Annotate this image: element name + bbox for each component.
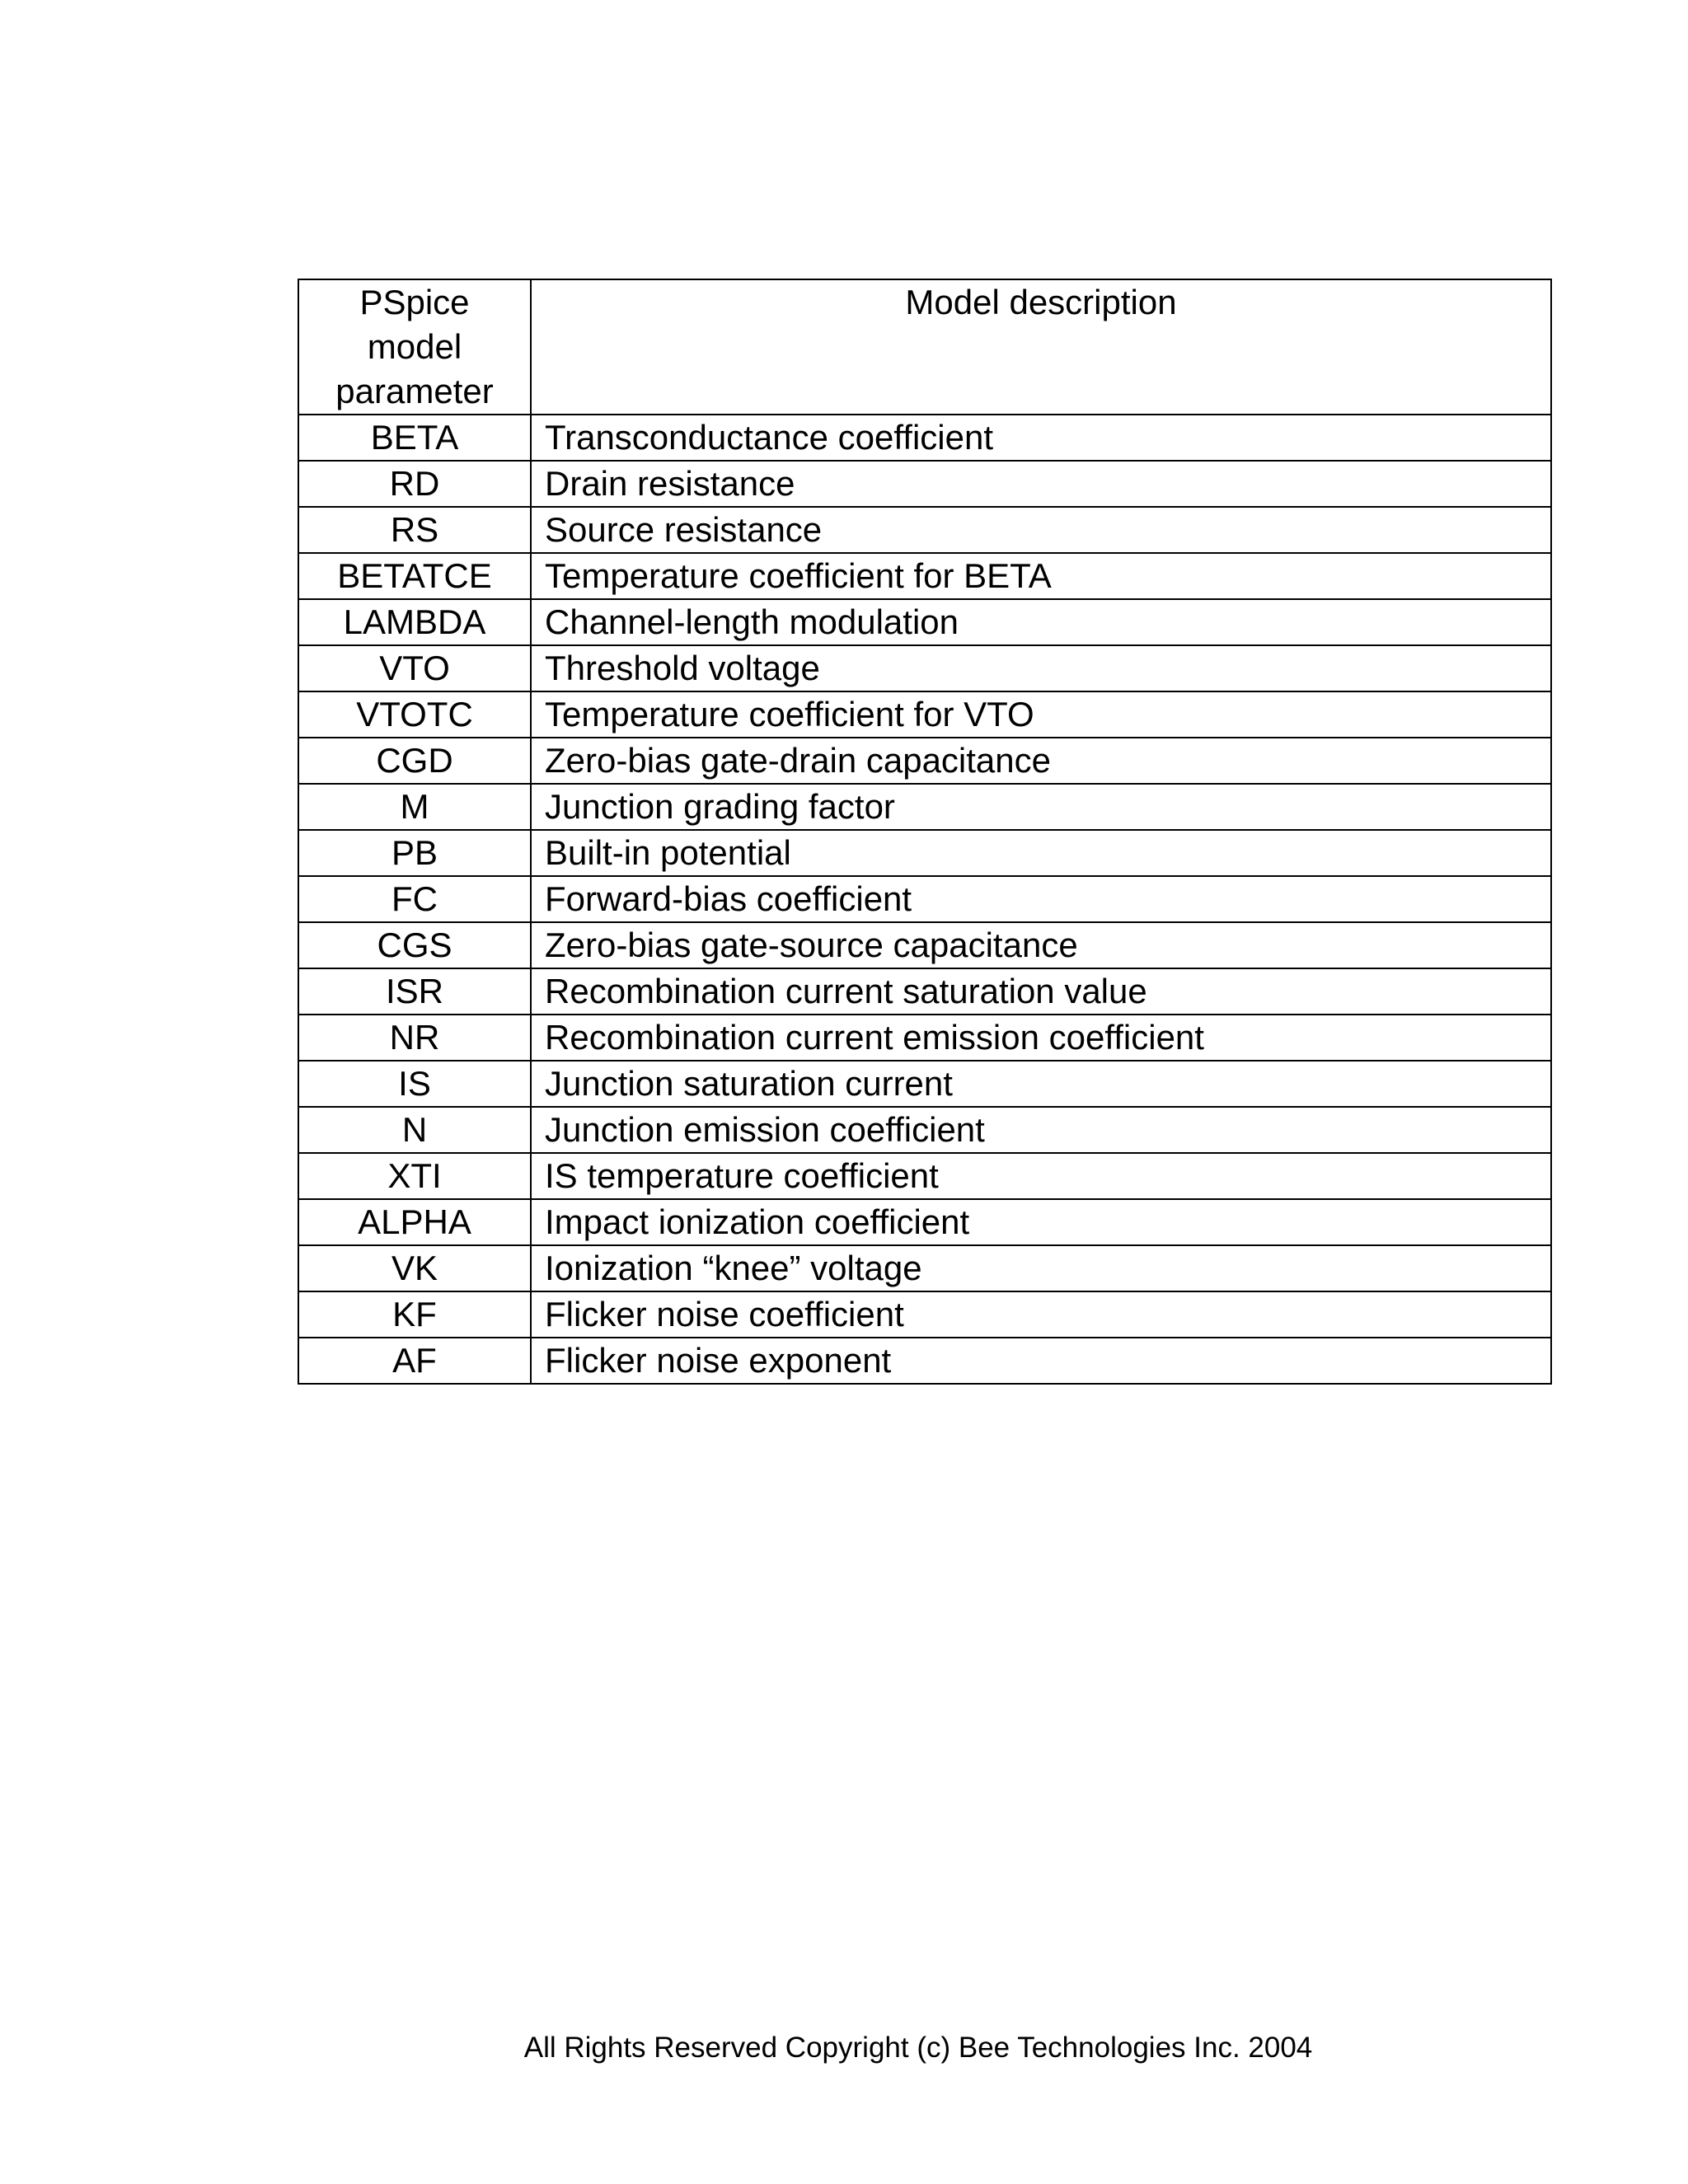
- parameter-description-cell: Temperature coefficient for BETA: [531, 553, 1551, 599]
- parameter-name-cell: RS: [298, 507, 531, 553]
- table-row: [298, 784, 1551, 830]
- header-param-cell: [298, 279, 531, 415]
- pspice-parameter-table: [298, 279, 1552, 1385]
- table-row: [298, 691, 1551, 738]
- parameter-name-cell: CGD: [298, 738, 531, 784]
- table-row: [298, 1291, 1551, 1338]
- table-row: [298, 1153, 1551, 1199]
- parameter-description-cell: Recombination current emission coefficient: [531, 1015, 1551, 1061]
- header-description-cell: Model description: [531, 279, 1551, 415]
- parameter-description-cell: Zero-bias gate-drain capacitance: [531, 738, 1551, 784]
- parameter-name-cell: AF: [298, 1338, 531, 1384]
- table-header-row: [298, 279, 1551, 415]
- parameter-name-cell: RD: [298, 461, 531, 507]
- table-row: [298, 645, 1551, 691]
- table-row: [298, 461, 1551, 507]
- parameter-description-cell: Forward-bias coefficient: [531, 876, 1551, 922]
- parameter-description-cell: IS temperature coefficient: [531, 1153, 1551, 1199]
- table-body: [298, 415, 1551, 1384]
- table-row: [298, 1015, 1551, 1061]
- parameter-description-cell: Channel-length modulation: [531, 599, 1551, 645]
- header-param-line-1: PSpice: [359, 283, 470, 321]
- parameter-description-cell: Zero-bias gate-source capacitance: [531, 922, 1551, 968]
- parameter-description-cell: Junction grading factor: [531, 784, 1551, 830]
- parameter-name-cell: LAMBDA: [298, 599, 531, 645]
- parameter-description-cell: Recombination current saturation value: [531, 968, 1551, 1015]
- parameter-description-cell: Threshold voltage: [531, 645, 1551, 691]
- table-row: [298, 830, 1551, 876]
- table-row: [298, 1245, 1551, 1291]
- parameter-name-cell: ALPHA: [298, 1199, 531, 1245]
- table-row: [298, 1061, 1551, 1107]
- parameter-name-cell: BETATCE: [298, 553, 531, 599]
- parameter-name-cell: XTI: [298, 1153, 531, 1199]
- table-row: [298, 1107, 1551, 1153]
- table-row: [298, 415, 1551, 461]
- table-row: [298, 968, 1551, 1015]
- parameter-description-cell: Flicker noise exponent: [531, 1338, 1551, 1384]
- parameter-name-cell: VTO: [298, 645, 531, 691]
- parameter-description-cell: Junction saturation current: [531, 1061, 1551, 1107]
- parameter-description-cell: Flicker noise coefficient: [531, 1291, 1551, 1338]
- parameter-description-cell: Temperature coefficient for VTO: [531, 691, 1551, 738]
- parameter-description-cell: Drain resistance: [531, 461, 1551, 507]
- table-row: [298, 738, 1551, 784]
- parameter-name-cell: VTOTC: [298, 691, 531, 738]
- parameter-description-cell: Transconductance coefficient: [531, 415, 1551, 461]
- parameter-name-cell: ISR: [298, 968, 531, 1015]
- parameter-name-cell: CGS: [298, 922, 531, 968]
- table-row: [298, 922, 1551, 968]
- parameter-name-cell: N: [298, 1107, 531, 1153]
- parameter-name-cell: NR: [298, 1015, 531, 1061]
- table-row: [298, 1199, 1551, 1245]
- parameter-description-cell: Junction emission coefficient: [531, 1107, 1551, 1153]
- parameter-name-cell: VK: [298, 1245, 531, 1291]
- parameter-description-cell: Impact ionization coefficient: [531, 1199, 1551, 1245]
- table-row: [298, 507, 1551, 553]
- copyright-footer: All Rights Reserved Copyright (c) Bee Technologies Inc. 2004: [523, 2032, 1313, 2064]
- parameter-name-cell: FC: [298, 876, 531, 922]
- parameter-name-cell: IS: [298, 1061, 531, 1107]
- parameter-description-cell: Ionization “knee” voltage: [531, 1245, 1551, 1291]
- parameter-name-cell: M: [298, 784, 531, 830]
- header-param-line-3: parameter: [335, 372, 494, 410]
- parameter-description-cell: Source resistance: [531, 507, 1551, 553]
- table-row: [298, 553, 1551, 599]
- table-row: [298, 876, 1551, 922]
- parameter-name-cell: KF: [298, 1291, 531, 1338]
- parameter-name-cell: PB: [298, 830, 531, 876]
- parameter-description-cell: Built-in potential: [531, 830, 1551, 876]
- table-row: [298, 1338, 1551, 1384]
- parameter-name-cell: BETA: [298, 415, 531, 461]
- header-param-line-2: model: [367, 327, 462, 366]
- table-row: [298, 599, 1551, 645]
